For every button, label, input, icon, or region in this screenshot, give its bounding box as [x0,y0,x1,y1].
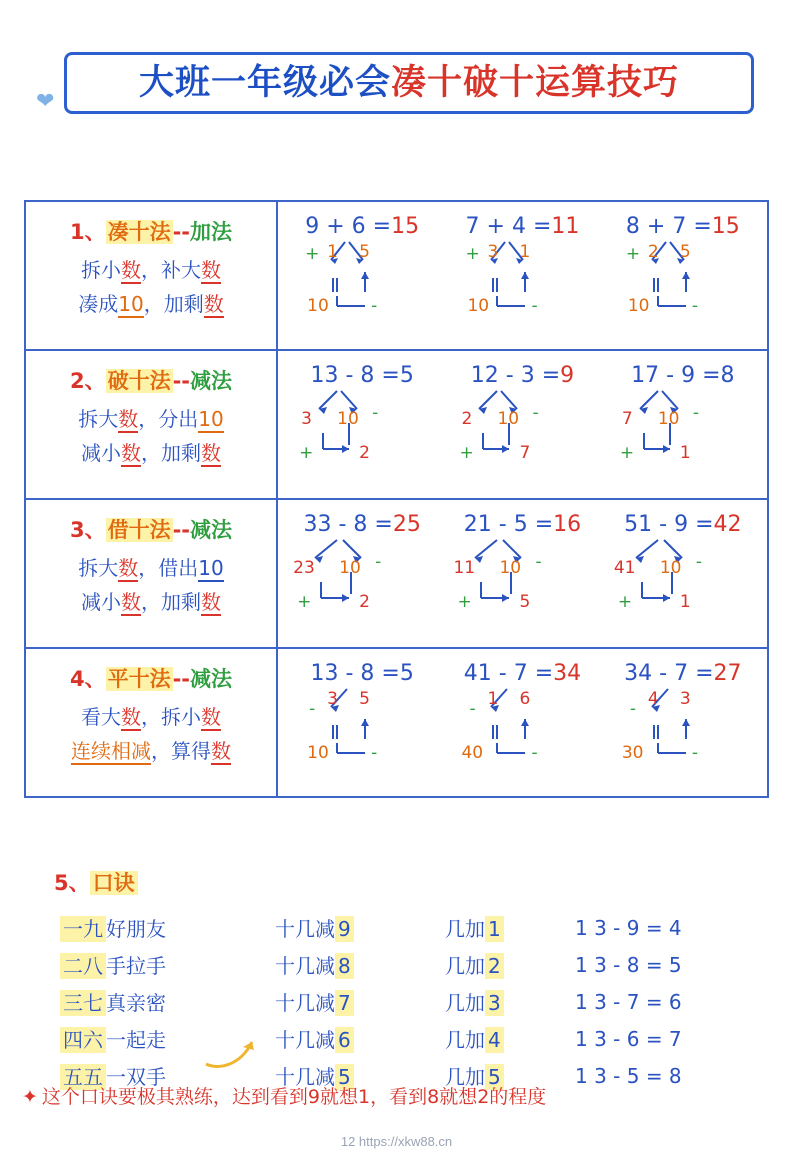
table-row [26,500,767,649]
split-left: 2 [647,242,659,262]
rule-kind-3: 减法 [190,518,233,542]
operand-right: 6 [351,214,366,239]
txt: 数 [203,292,224,316]
rhyme-pair: 五五 [60,1064,106,1090]
minus-marker: - [695,552,702,572]
plus-marker: + [625,244,641,264]
rule-index-2: 2、 [69,369,106,393]
heart-icon: ❤ [36,88,55,113]
operand-left: 21 [463,512,492,537]
minus-marker: - [691,296,698,316]
split-left: 2 [461,409,473,429]
operator: - [659,661,668,686]
minus-marker: - [629,699,636,719]
example [608,659,758,784]
rhyme-rest: 一起走 [106,1028,166,1052]
rule-kind-1: 加法 [190,220,233,244]
example [447,510,597,635]
txt: 数 [121,441,141,465]
rule-line-4-1 [34,701,268,730]
sub-number: 8 [335,953,354,979]
plus-marker: + [617,592,633,612]
result: 25 [392,512,421,537]
rhyme-cell [60,946,275,983]
txt: ，加剩 [141,590,201,614]
table-row [60,983,682,1020]
table-row [60,909,682,946]
rule-line-2-1 [34,403,268,432]
rule-kind-4: 减法 [190,667,233,691]
operand-right: 9 [681,363,696,388]
sub-number: 9 [335,916,354,942]
add-number: 3 [485,990,504,1016]
result: 5 [399,661,414,686]
example [287,510,437,635]
split-left: 11 [453,558,476,578]
split-left: 1 [487,689,499,709]
rule-title-3 [34,514,268,544]
plus-marker: + [305,244,320,264]
base-number: 7 [519,443,531,463]
rule-cell-3 [26,500,278,647]
add-number: 1 [485,916,504,942]
result: 11 [551,214,580,239]
operator: - [666,363,675,388]
txt: 数 [118,556,139,580]
rule-cell-4 [26,649,278,796]
operand-right: 9 [674,512,689,537]
txt: ，加剩 [141,441,201,465]
txt: 数 [201,705,221,729]
plus-marker: + [459,443,474,463]
minus-marker: - [531,296,538,316]
split-right: 1 [519,242,531,262]
section-5 [24,867,769,1094]
equals-sign: = [534,661,554,686]
title-part2: 凑十破十运算技巧 [391,63,680,103]
txt: 数 [121,258,141,282]
base-number: 30 [621,743,644,763]
example [287,212,437,337]
split-right: 6 [519,689,531,709]
equals-sign: = [702,363,721,388]
minus-marker: - [375,552,382,572]
txt: 凑成 [78,292,119,316]
result: 9 [560,363,575,388]
examples-cell-3 [278,500,767,647]
operator: - [505,363,514,388]
result: 16 [553,512,582,537]
star-icon: ✦ [22,1086,38,1108]
minus-marker: - [469,699,476,719]
operand-left: 13 [310,661,339,686]
rule-index-4: 4、 [69,667,106,691]
txt: 数 [201,441,221,465]
equation-cell: 1 3 - 9 = 4 [575,915,682,940]
minus-marker: - [372,403,379,423]
rule-line-3-1 [34,552,268,581]
split-right: 10 [339,558,361,578]
operand-right: 8 [360,661,375,686]
split-right: 5 [679,242,691,262]
table-row [26,351,767,500]
rule-name-2: 破十法 [107,369,171,393]
txt: 减小 [81,590,121,614]
base-number: 10 [307,743,329,763]
rhyme-cell [60,909,275,946]
rule-line-1-1 [34,254,268,283]
examples-2 [282,361,763,486]
equals-sign: = [372,214,392,239]
operand-right: 7 [513,661,528,686]
plus-marker: + [465,244,480,264]
plus-marker: + [297,592,312,612]
equation-cell: 1 3 - 6 = 7 [575,1026,682,1051]
add-prefix: 几加 [445,1028,485,1052]
operand-left: 12 [470,363,499,388]
txt: ，借出 [138,556,199,580]
minus-marker: - [692,403,699,423]
txt: 10 [198,407,224,431]
split-right: 10 [337,409,359,429]
examples-cell-1 [278,202,767,349]
txt: ，补大 [141,258,201,282]
base-number: 2 [359,443,370,463]
split-right: 5 [359,689,370,709]
decomposition-diagram [608,534,758,634]
operator: - [345,363,354,388]
page-title [64,54,754,112]
examples-cell-2 [278,351,767,498]
rhyme-rest: 手拉手 [106,954,166,978]
txt: 连续相减 [71,739,151,763]
minus-marker: - [309,699,316,719]
operand-right: 8 [353,512,368,537]
rule-dash-2: -- [172,369,191,393]
operator: + [646,214,666,239]
operand-right: 4 [511,214,526,239]
operand-left: 8 [625,214,640,239]
rule-line-2-2 [34,437,268,466]
examples-1 [282,212,763,337]
rule-line-4-2 [34,735,268,764]
table-row [26,202,767,351]
rhyme-pair: 二八 [60,953,106,979]
rhyme-rest: 好朋友 [106,917,166,941]
operand-right: 3 [520,363,535,388]
split-left: 23 [293,558,315,578]
note-text [22,1082,772,1109]
equals-sign: = [541,363,561,388]
operand-left: 17 [631,363,660,388]
rule-name-4: 平十法 [107,667,171,691]
add-prefix: 几加 [445,917,485,941]
examples-4 [282,659,763,784]
example [608,361,758,486]
examples-3 [282,510,763,635]
operand-right: 7 [674,661,689,686]
add-prefix: 几加 [445,991,485,1015]
equals-sign: = [381,661,400,686]
txt: 10 [198,556,224,580]
sub-prefix: 十几减 [275,1028,335,1052]
txt: 数 [201,258,221,282]
rule-index-1: 1、 [69,220,106,244]
curved-arrow-icon [200,1030,270,1076]
note-content: 这个口诀要极其熟练，达到看到9就想1，看到8就想2的程度 [41,1086,547,1108]
example [287,361,437,486]
operand-right: 7 [672,214,687,239]
operator: - [659,512,668,537]
operand-right: 5 [513,512,528,537]
equals-sign: = [381,363,400,388]
txt: ，分出 [138,407,199,431]
subtract-cell [275,909,445,946]
rule-cell-2 [26,351,278,498]
rule-cell-1 [26,202,278,349]
sub-prefix: 十几减 [275,917,335,941]
decomposition-diagram [287,385,437,485]
minus-marker-2: - [371,743,378,763]
sub-number: 5 [335,1064,354,1090]
rule-title-2 [34,365,268,395]
sub-number: 6 [335,1027,354,1053]
add-cell [445,946,575,983]
equals-sign: = [374,512,393,537]
rhyme-rest: 一双手 [106,1065,166,1089]
txt: 拆大 [78,407,119,431]
methods-table [24,200,769,798]
base-number: 10 [307,296,329,316]
decomposition-diagram [287,534,437,634]
base-number: 10 [467,296,490,316]
operator: + [486,214,505,239]
operand-right: 8 [360,363,375,388]
operand-left: 34 [624,661,653,686]
rule-name-1: 凑十法 [107,220,171,244]
rule-line-3-2 [34,586,268,615]
watermark: 12 https://xkw88.cn [340,1134,453,1149]
add-number: 5 [485,1064,504,1090]
base-number: 2 [359,592,370,612]
rule-title-4 [34,663,268,693]
operand-left: 41 [463,661,492,686]
equation-cell: 1 3 - 8 = 5 [575,952,682,977]
rhyme-table [60,909,682,1094]
result: 8 [720,363,735,388]
add-cell [445,909,575,946]
base-number: 1 [679,443,691,463]
plus-marker: + [619,443,635,463]
plus-marker: + [299,443,314,463]
equals-sign: = [534,512,554,537]
txt: 数 [211,739,231,763]
rhyme-pair: 三七 [60,990,106,1016]
sub-prefix: 十几减 [275,1065,335,1089]
sub-prefix: 十几减 [275,954,335,978]
table-row [60,946,682,983]
split-right: 10 [659,558,682,578]
operator: - [345,661,354,686]
examples-cell-4 [278,649,767,796]
rule-name-3: 借十法 [107,518,171,542]
worksheet-page [0,52,793,1174]
base-number: 40 [461,743,484,763]
txt: ，算得 [151,739,211,763]
operator: + [326,214,345,239]
rule-dash-1: -- [172,220,191,244]
minus-marker-2: - [531,743,538,763]
subtract-cell [275,983,445,1020]
add-prefix: 几加 [445,1065,485,1089]
rhyme-pair: 一九 [60,916,106,942]
plus-marker: + [457,592,472,612]
operand-left: 33 [303,512,332,537]
sub-number: 7 [335,990,354,1016]
rule-title-1 [34,216,268,246]
result: 15 [391,214,420,239]
split-left: 1 [327,242,338,262]
add-cell [445,983,575,1020]
txt: 减小 [81,441,121,465]
title-area [0,52,793,118]
rule-index-3: 3、 [69,518,106,542]
txt: 数 [118,407,139,431]
txt: 10 [118,292,144,316]
example [447,212,597,337]
table-row [60,1020,682,1057]
rhyme-pair: 四六 [60,1027,106,1053]
example [608,510,758,635]
decomposition-diagram [447,534,597,634]
equation-cell: 1 3 - 5 = 8 [575,1063,682,1088]
operator: - [338,512,347,537]
decomposition-diagram [447,385,597,485]
txt: 拆大 [78,556,119,580]
txt: 看大 [81,705,121,729]
equals-sign: = [695,661,714,686]
txt: 数 [121,705,141,729]
table-row [26,649,767,796]
result: 42 [713,512,742,537]
base-number: 10 [627,296,650,316]
result: 27 [713,661,742,686]
operand-left: 51 [624,512,653,537]
section-5-name: 口诀 [90,871,138,895]
equals-sign: = [532,214,552,239]
rule-dash-3: -- [172,518,191,542]
example [608,212,758,337]
split-right: 10 [657,409,680,429]
rhyme-cell [60,983,275,1020]
rhyme-rest: 真亲密 [106,991,166,1015]
decomposition-diagram [608,385,758,485]
split-right: 10 [497,409,520,429]
add-prefix: 几加 [445,954,485,978]
minus-marker: - [535,552,542,572]
split-left: 3 [327,689,338,709]
base-number: 5 [519,592,531,612]
txt: ，拆小 [141,705,201,729]
txt: 数 [201,590,221,614]
operand-left: 13 [310,363,339,388]
split-left: 41 [613,558,636,578]
split-right: 5 [359,242,370,262]
txt: 数 [121,590,141,614]
operand-left: 7 [465,214,480,239]
rule-line-1-2 [34,288,268,317]
add-number: 4 [485,1027,504,1053]
split-left: 3 [487,242,499,262]
equals-sign: = [695,512,714,537]
subtract-cell [275,946,445,983]
add-number: 2 [485,953,504,979]
minus-marker: - [532,403,539,423]
subtract-cell [275,1020,445,1057]
split-left: 3 [301,409,312,429]
add-cell [445,1020,575,1057]
split-right: 10 [499,558,522,578]
minus-marker-2: - [691,743,698,763]
equation-cell: 1 3 - 7 = 6 [575,989,682,1014]
txt: ，加剩 [143,292,204,316]
split-right: 3 [679,689,691,709]
operand-left: 9 [305,214,320,239]
rule-dash-4: -- [172,667,191,691]
section-5-title [54,867,769,897]
section-5-index: 5、 [54,871,90,895]
split-left: 7 [621,409,633,429]
equals-sign: = [693,214,712,239]
example [447,659,597,784]
operator: - [498,512,507,537]
title-part1: 大班一年级必会 [138,63,391,103]
result: 5 [399,363,414,388]
example [447,361,597,486]
minus-marker: - [371,296,378,316]
base-number: 1 [679,592,691,612]
result: 15 [711,214,740,239]
operator: - [498,661,507,686]
rule-kind-2: 减法 [190,369,233,393]
result: 34 [553,661,582,686]
split-left: 4 [647,689,659,709]
sub-prefix: 十几减 [275,991,335,1015]
example [287,659,437,784]
txt: 拆小 [81,258,121,282]
